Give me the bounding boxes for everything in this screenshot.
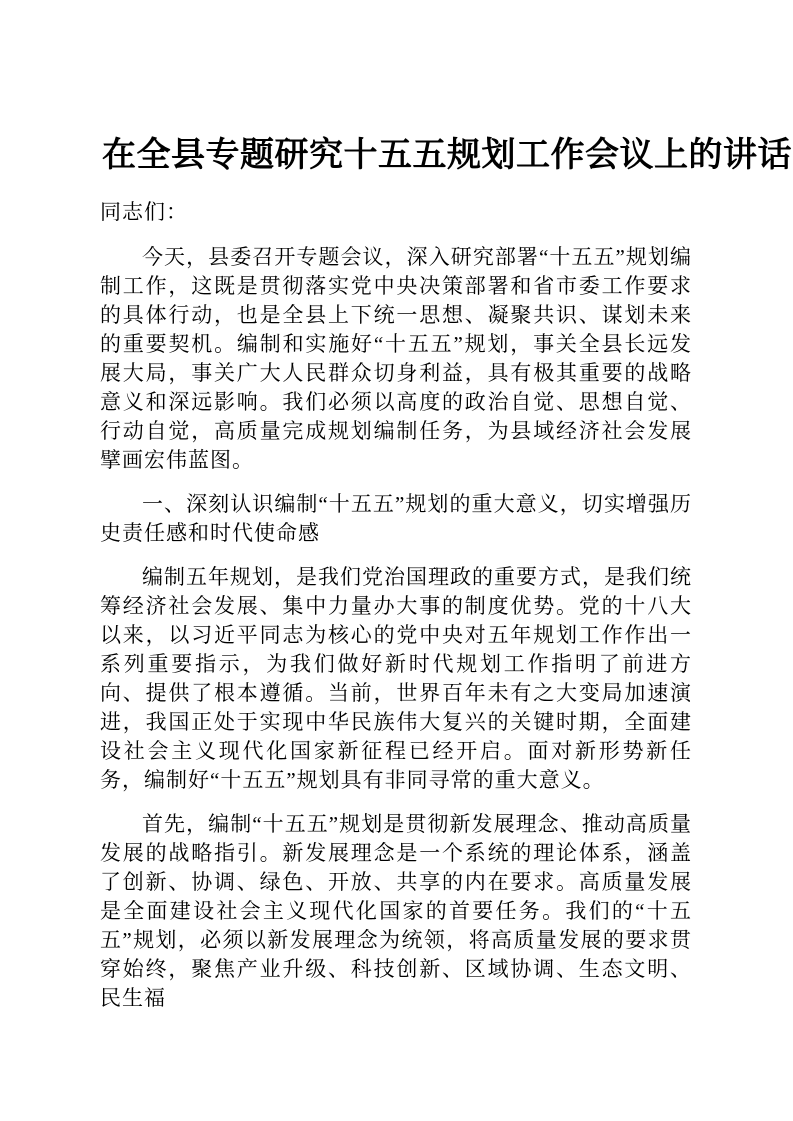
section-heading: 一、深刻认识编制“十五五”规划的重大意义，切实增强历史责任感和时代使命感 [100, 492, 692, 545]
document-title: 在全县专题研究十五五规划工作会议上的讲话 [102, 137, 792, 174]
body-paragraph: 编制五年规划，是我们党治国理政的重要方式，是我们统筹经济社会发展、集中力量办大事的制度优势。党的十八大以来，以习近平同志为核心的党中央对五年规划工作作出一系列重要指示，为我们做好新时代规划工作指明了前进方向、提供了根本遵循。当前，世界百年未有之大变局加速演进，我国正处于实现中华民族伟大复兴的关键时期，全面建设社会主义现代化国家新征程已经开启。面对新形势新任务，编制好“十五五”规划具有非同寻常的重大意义。 [100, 565, 692, 792]
salutation: 同志们： [100, 200, 188, 224]
body-paragraph: 首先，编制“十五五”规划是贯彻新发展理念、推动高质量发展的战略指引。新发展理念是一个系统的理论体系，涵盖了创新、协调、绿色、开放、共享的内在要求。高质量发展是全面建设社会主义现代化国家的首要任务。我们的“十五五”规划，必须以新发展理念为统领，将高质量发展的要求贯穿始终，聚焦产业升级、科技创新、区域协调、生态文明、民生福 [100, 812, 692, 1010]
document-body [100, 243, 692, 1013]
body-paragraph: 今天，县委召开专题会议，深入研究部署“十五五”规划编制工作，这既是贯彻落实党中央决策部署和省市委工作要求的具体行动，也是全县上下统一思想、凝聚共识、谋划未来的重要契机。编制和实施好“十五五”规划，事关全县长远发展大局，事关广大人民群众切身利益，具有极其重要的战略意义和深远影响。我们必须以高度的政治自觉、思想自觉、行动自觉，高质量完成规划编制任务，为县域经济社会发展擘画宏伟蓝图。 [100, 245, 692, 472]
